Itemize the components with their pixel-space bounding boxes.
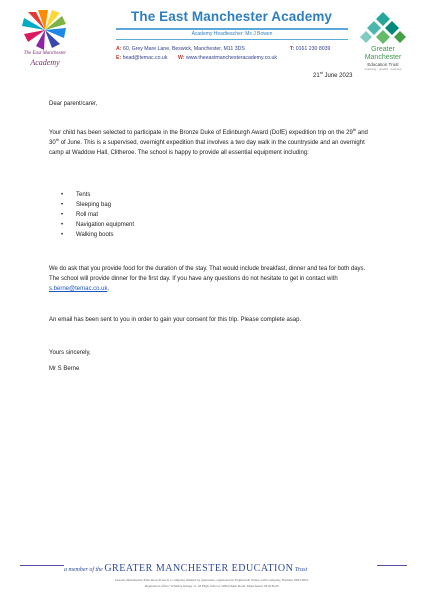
list-item-label: Navigation equipment (76, 222, 135, 228)
web-value[interactable]: www.theeastmanchesteracademy.co.uk (185, 55, 277, 61)
letter-paragraph-food (49, 264, 369, 294)
intro-sup-1: th (352, 127, 357, 132)
academy-logo-icon (22, 10, 68, 50)
web-key: W: (178, 55, 185, 61)
academy-logo (14, 10, 76, 72)
date-suffix: st (319, 70, 323, 75)
date-day: 21 (313, 73, 320, 79)
contact-website (178, 55, 277, 61)
footer-divider-right (377, 565, 407, 566)
bullet-icon: • (61, 232, 64, 238)
footer-suffix: Trust (293, 567, 308, 573)
title-divider (116, 28, 348, 30)
academy-logo-line2: Academy (30, 58, 60, 67)
intro-text-b: and 30 (49, 130, 368, 146)
list-item-label: Walking boots (76, 232, 114, 238)
footer-trust-name: GREATER MANCHESTER EDUCATION (104, 563, 294, 574)
bullet-icon: • (61, 202, 64, 208)
address-value: 60, Grey Mare Lane, Beswick, Manchester, M11 3DS (122, 46, 245, 52)
date-rest: June 2023 (322, 73, 353, 79)
letter-signer: Mr S Berne (49, 366, 80, 372)
list-item-label: Tents (76, 192, 91, 198)
tel-key: T: (290, 46, 295, 52)
contact-email (116, 55, 167, 61)
list-item (60, 200, 134, 210)
equipment-list (60, 190, 134, 240)
intro-sup-2: th (55, 137, 60, 142)
intro-text-a: Your child has been selected to participate in the Bronze Duke of Edinburgh Award (DofE) expedition trip on the 29 (49, 130, 353, 136)
list-item-label: Roll mat (76, 212, 99, 218)
tel-value: 0161 230 8039 (295, 46, 331, 52)
address-key: A: (116, 46, 122, 52)
contact-address (116, 46, 245, 52)
food-text-b: . (107, 286, 110, 292)
bullet-icon: • (61, 222, 64, 228)
footer-company-line: Greater Manchester Education Trust is a company limited by guarantee, registered in England & Wales with Company Number 09913952. (114, 578, 310, 582)
list-item (60, 210, 134, 220)
contact-telephone (290, 46, 330, 52)
headteacher-line: Academy Headteacher: Ms J Bowen (191, 31, 273, 37)
academy-logo-line1: The East Manchester (23, 51, 67, 56)
trust-logo-line3: Education Trust (367, 62, 399, 67)
email-key: E: (116, 55, 122, 61)
letter-date (313, 70, 353, 79)
list-item (60, 220, 134, 230)
trust-logo (352, 10, 414, 72)
footer-prefix: a member of the (64, 567, 105, 573)
trust-logo-tagline: Learning · growth · success (364, 67, 402, 71)
school-name: The East Manchester Academy (131, 9, 333, 24)
title-divider-lower (116, 39, 348, 40)
footer-office-line: Registered office: Whalley Range 11-18 High School, Wilbraham Road, Manchester M16 8GW (144, 584, 280, 588)
list-item (60, 190, 134, 200)
letter-paragraph-consent: An email has been sent to you in order to gain your consent for this trip. Please complete asap. (49, 317, 302, 323)
trust-logo-icon (360, 12, 406, 46)
trust-logo-line2: Manchester (364, 54, 402, 61)
letter-greeting: Dear parent/carer, (49, 101, 98, 107)
bullet-icon: • (61, 192, 64, 198)
list-item-label: Sleeping bag (76, 202, 112, 208)
list-item (60, 230, 134, 240)
footer-trust-banner (64, 558, 307, 576)
letter-signoff: Yours sincerely, (49, 350, 91, 356)
letter-paragraph-intro (49, 128, 369, 158)
intro-text-c: of June. This is a supervised, overnight expedition that involves a two day walk in the countryside and an overnight camp at Waddow Hall, Clitheroe. The school is happy to provide all essential equipment including: (49, 140, 365, 156)
food-text-a: We do ask that you provide food for the duration of the stay. That would include breakfast, dinner and tea for both days. The school will provide dinner for the first day. If you have any questions do not hesitate to get in contact with (49, 266, 366, 282)
bullet-icon: • (61, 212, 64, 218)
trust-logo-line1: Greater (371, 46, 395, 53)
contact-email-link[interactable]: s.berne@temac.co.uk (49, 286, 108, 292)
footer-divider-left (20, 565, 64, 566)
email-value[interactable]: head@temac.co.uk (122, 55, 168, 61)
